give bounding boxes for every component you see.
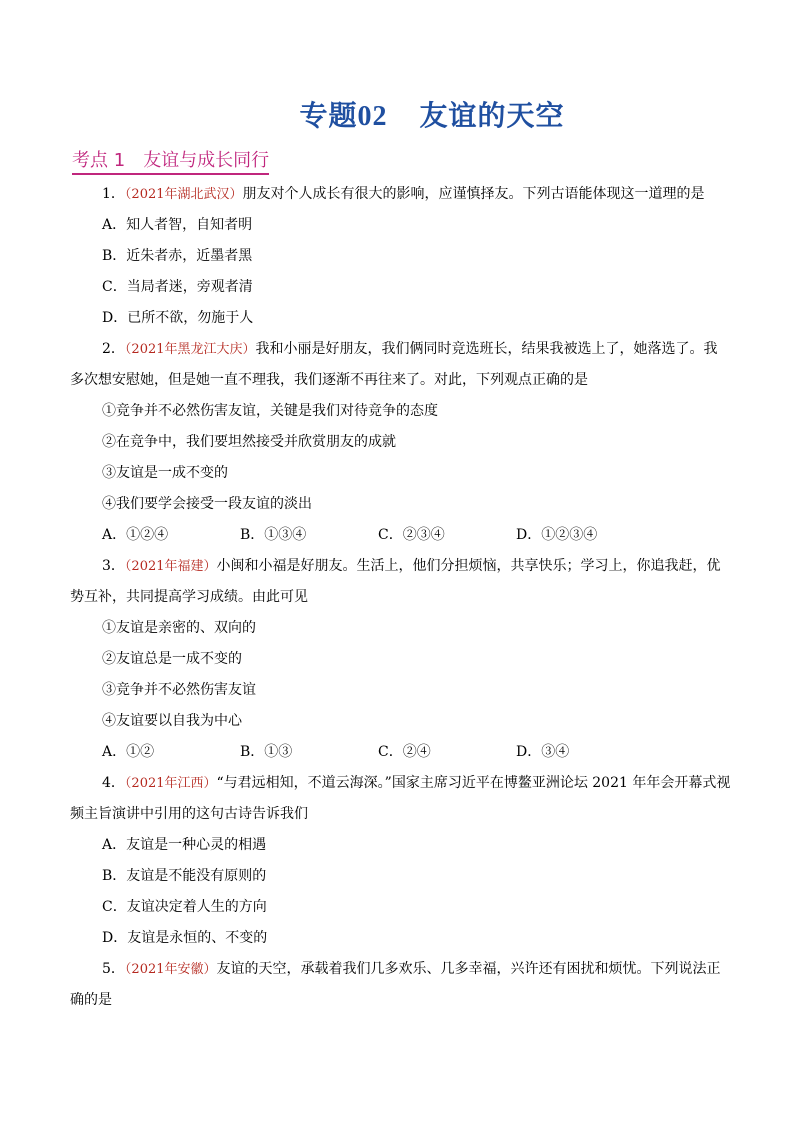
statement-item: ②在竞争中，我们要坦然接受并欣赏朋友的成就 xyxy=(102,434,396,450)
option-d: D．已所不欲，勿施于人 xyxy=(102,310,254,326)
question-source: （2021年福建） xyxy=(124,559,217,574)
option-a: A．①② xyxy=(102,744,155,760)
option-d: D．①②③④ xyxy=(516,527,598,543)
title-number: 02 xyxy=(357,101,388,132)
option-c: C．②③④ xyxy=(378,527,445,543)
question-number: 5． xyxy=(102,961,125,977)
option-d: D．③④ xyxy=(516,744,570,760)
question-number: 4． xyxy=(102,775,125,791)
page-title xyxy=(0,94,794,134)
option-c: C．友谊决定着人生的方向 xyxy=(102,899,267,915)
question-2-stem-cont: 多次想安慰她，但是她一直不理我，我们逐渐不再往来了。对此，下列观点正确的是 xyxy=(70,372,588,388)
option-b: B．①③ xyxy=(240,744,293,760)
question-source: （2021年湖北武汉） xyxy=(124,187,243,202)
section-label: 考点 1 xyxy=(72,150,126,171)
question-5-stem xyxy=(102,958,722,989)
question-5-stem-cont: 确的是 xyxy=(70,992,112,1008)
title-prefix: 专题 xyxy=(299,99,358,132)
question-text: “与君远相知，不道云海深。”国家主席习近平在博鳌亚洲论坛 2021 年年会开幕式视 xyxy=(216,775,731,791)
statement-item: ④我们要学会接受一段友谊的淡出 xyxy=(102,496,312,512)
question-number: 1． xyxy=(102,186,125,202)
question-text: 小闽和小福是好朋友。生活上，他们分担烦恼，共享快乐；学习上，你追我赶，优 xyxy=(216,558,721,574)
question-text: 友谊的天空，承载着我们几多欢乐、几多幸福，兴许还有困扰和烦忧。下列说法正 xyxy=(216,961,721,977)
title-name: 友谊的天空 xyxy=(419,99,565,132)
statement-item: ②友谊总是一成不变的 xyxy=(102,651,242,667)
question-3-stem xyxy=(102,555,722,586)
statement-item: ③友谊是一成不变的 xyxy=(102,465,228,481)
question-source: （2021年黑龙江大庆） xyxy=(124,342,256,357)
option-b: B．友谊是不能没有原则的 xyxy=(102,868,267,884)
question-number: 3． xyxy=(102,558,125,574)
section-name: 友谊与成长同行 xyxy=(143,150,270,171)
option-b: B．①③④ xyxy=(240,527,307,543)
question-1-stem xyxy=(102,183,722,214)
option-a: A．知人者智，自知者明 xyxy=(102,217,253,233)
question-text: 朋友对个人成长有很大的影响，应谨慎择友。下列古语能体现这一道理的是 xyxy=(242,186,705,202)
question-number: 2． xyxy=(102,341,125,357)
section-heading xyxy=(72,146,269,175)
question-text: 我和小丽是好朋友，我们俩同时竞选班长，结果我被选上了，她落选了。我 xyxy=(255,341,718,357)
options-row xyxy=(102,741,722,772)
option-a: A．友谊是一种心灵的相遇 xyxy=(102,837,267,853)
question-list xyxy=(70,183,731,1020)
option-b: B．近朱者赤，近墨者黑 xyxy=(102,248,253,264)
question-source: （2021年安徽） xyxy=(124,962,217,977)
question-4-stem-cont: 频主旨演讲中引用的这句古诗告诉我们 xyxy=(70,806,308,822)
question-4-stem xyxy=(102,772,731,803)
statement-item: ③竞争并不必然伤害友谊 xyxy=(102,682,256,698)
option-c: C．当局者迷，旁观者清 xyxy=(102,279,253,295)
question-3-stem-cont: 势互补，共同提高学习成绩。由此可见 xyxy=(70,589,308,605)
option-c: C．②④ xyxy=(378,744,431,760)
statement-item: ①友谊是亲密的、双向的 xyxy=(102,620,256,636)
question-2-stem xyxy=(102,338,722,369)
option-d: D．友谊是永恒的、不变的 xyxy=(102,930,268,946)
option-a: A．①②④ xyxy=(102,527,169,543)
statement-item: ①竞争并不必然伤害友谊，关键是我们对待竞争的态度 xyxy=(102,403,438,419)
statement-item: ④友谊要以自我为中心 xyxy=(102,713,242,729)
options-row xyxy=(102,524,722,555)
question-source: （2021年江西） xyxy=(124,776,217,791)
